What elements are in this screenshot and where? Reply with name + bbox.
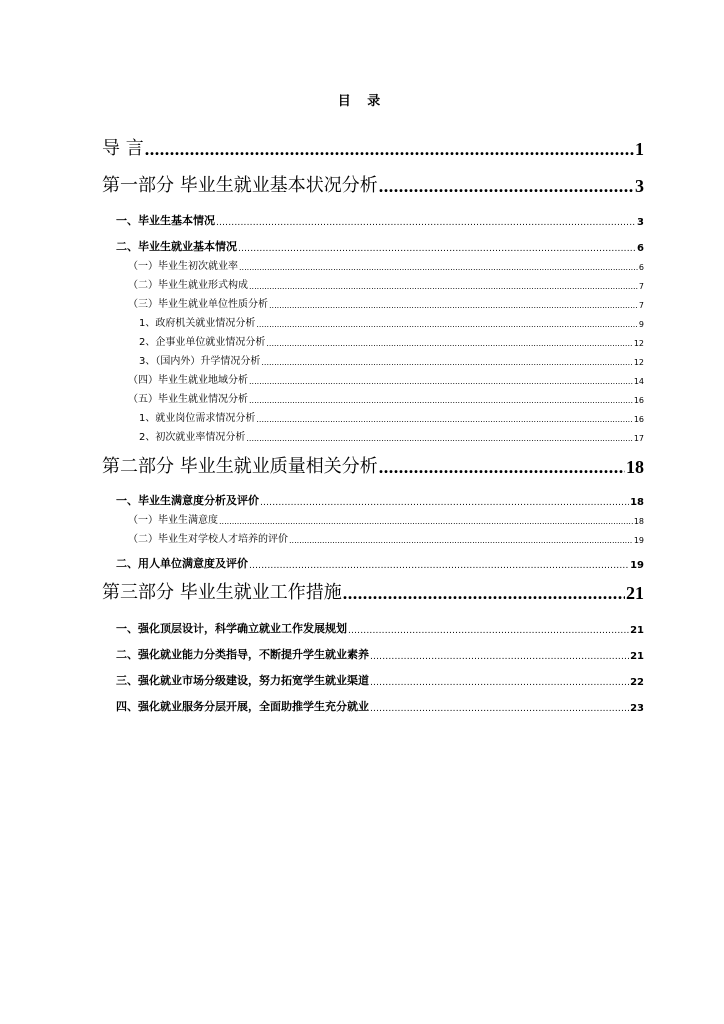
toc-entry-label: （五）毕业生就业情况分析: [128, 394, 248, 405]
toc-leader-dots: [249, 561, 629, 571]
toc-entry-label: 一、毕业生基本情况: [116, 214, 215, 227]
toc-entry-section[interactable]: [128, 532, 644, 545]
toc-entry-label: 3、（国内外）升学情况分析: [139, 356, 261, 367]
toc-leader-dots: [260, 498, 629, 508]
toc-entry-label: 第一部分 毕业生就业基本状况分析: [102, 175, 378, 196]
toc-leader-dots: [219, 517, 633, 526]
toc-leader-dots: [256, 415, 632, 424]
toc-entry-chapter[interactable]: [116, 699, 644, 714]
toc-page-number: 22: [630, 677, 644, 688]
toc-page-number: 7: [638, 301, 644, 310]
toc-page-number: 18: [630, 497, 644, 508]
toc-leader-dots: [249, 282, 638, 291]
toc-entry-label: 1、政府机关就业情况分析: [139, 318, 256, 329]
toc-entry-section[interactable]: [128, 259, 644, 272]
toc-entry-label: 2、初次就业率情况分析: [139, 432, 246, 443]
toc-entry-label: 四、强化就业服务分层开展，全面助推学生充分就业: [116, 700, 369, 713]
toc-page-number: 17: [633, 434, 644, 443]
toc-entry-label: （一）毕业生初次就业率: [128, 261, 238, 272]
toc-page-number: 16: [633, 396, 644, 405]
toc-entry-label: 导 言: [102, 138, 144, 159]
toc-entry-chapter[interactable]: [116, 556, 644, 571]
toc-leader-dots: [266, 339, 632, 348]
toc-page-number: 7: [638, 282, 644, 291]
toc-entry-label: 2、企事业单位就业情况分析: [139, 337, 266, 348]
toc-page-number: 3: [635, 176, 644, 196]
toc-entry-chapter[interactable]: [116, 239, 644, 254]
toc-entry-subsection[interactable]: [139, 430, 644, 443]
toc-leader-dots: [246, 434, 632, 443]
toc-leader-dots: [348, 626, 629, 636]
toc-leader-dots: [379, 457, 625, 478]
toc-entry-label: 一、强化顶层设计，科学确立就业工作发展规划: [116, 622, 347, 635]
toc-entry-label: 一、毕业生满意度分析及评价: [116, 494, 259, 507]
toc-entry-section[interactable]: [128, 278, 644, 291]
toc-entry-section[interactable]: [128, 297, 644, 310]
toc-entry-label: 第二部分 毕业生就业质量相关分析: [102, 456, 378, 477]
toc-entry-label: 1、就业岗位需求情况分析: [139, 413, 256, 424]
toc-leader-dots: [379, 176, 634, 197]
toc-entry-chapter[interactable]: [116, 213, 644, 228]
toc-page-number: 14: [633, 377, 644, 386]
toc-leader-dots: [145, 139, 634, 160]
toc-entry-label: 二、强化就业能力分类指导，不断提升学生就业素养: [116, 648, 369, 661]
toc-entry-subsection[interactable]: [139, 354, 644, 367]
toc-entry-preface[interactable]: [102, 136, 644, 160]
toc-entry-part-1[interactable]: [102, 173, 644, 197]
toc-entry-chapter[interactable]: [116, 621, 644, 636]
toc-entry-label: 二、用人单位满意度及评价: [116, 557, 248, 570]
toc-entry-label: （四）毕业生就业地域分析: [128, 375, 248, 386]
toc-entry-subsection[interactable]: [139, 335, 644, 348]
toc-leader-dots: [249, 396, 633, 405]
toc-leader-dots: [343, 583, 625, 604]
toc-leader-dots: [370, 704, 629, 714]
toc-leader-dots: [370, 652, 629, 662]
toc-page-number: 6: [638, 263, 644, 272]
toc-entry-label: （三）毕业生就业单位性质分析: [128, 299, 268, 310]
toc-page-number: 21: [626, 583, 644, 603]
toc-entry-chapter[interactable]: [116, 647, 644, 662]
toc-leader-dots: [289, 536, 633, 545]
toc-leader-dots: [370, 678, 629, 688]
toc-page-number: 16: [633, 415, 644, 424]
toc-page-number: 6: [637, 243, 644, 254]
toc-entry-subsection[interactable]: [139, 316, 644, 329]
toc-page-number: 23: [630, 703, 644, 714]
toc-entry-section[interactable]: [128, 513, 644, 526]
toc-leader-dots: [238, 244, 636, 254]
toc-page-number: 21: [630, 651, 644, 662]
toc-entry-section[interactable]: [128, 392, 644, 405]
page-title: 目 录: [337, 94, 387, 109]
toc-entry-label: （二）毕业生对学校人才培养的评价: [128, 534, 288, 545]
toc-entry-label: 第三部分 毕业生就业工作措施: [102, 582, 342, 603]
toc-entry-label: 二、毕业生就业基本情况: [116, 240, 237, 253]
toc-page-number: 18: [633, 517, 644, 526]
toc-page-number: 21: [630, 625, 644, 636]
toc-leader-dots: [261, 358, 632, 367]
toc-entry-chapter[interactable]: [116, 493, 644, 508]
toc-leader-dots: [269, 301, 638, 310]
toc-leader-dots: [256, 320, 638, 329]
toc-page-number: 19: [633, 536, 644, 545]
toc-entry-part-3[interactable]: [102, 580, 644, 604]
toc-page-number: 9: [638, 320, 644, 329]
toc-entry-chapter[interactable]: [116, 673, 644, 688]
toc-page-number: 12: [633, 339, 644, 348]
toc-leader-dots: [216, 218, 636, 228]
toc-page-number: 18: [626, 457, 644, 477]
toc-entry-label: （二）毕业生就业形式构成: [128, 280, 248, 291]
toc-entry-section[interactable]: [128, 373, 644, 386]
toc-page-number: 1: [635, 139, 644, 159]
toc-page-number: 19: [630, 560, 644, 571]
toc-entry-label: （一）毕业生满意度: [128, 515, 218, 526]
toc-entry-subsection[interactable]: [139, 411, 644, 424]
toc-page-number: 3: [637, 217, 644, 228]
toc-page-number: 12: [633, 358, 644, 367]
toc-entry-part-2[interactable]: [102, 454, 644, 478]
toc-leader-dots: [239, 263, 638, 272]
toc-entry-label: 三、强化就业市场分级建设，努力拓宽学生就业渠道: [116, 674, 369, 687]
toc-leader-dots: [249, 377, 633, 386]
